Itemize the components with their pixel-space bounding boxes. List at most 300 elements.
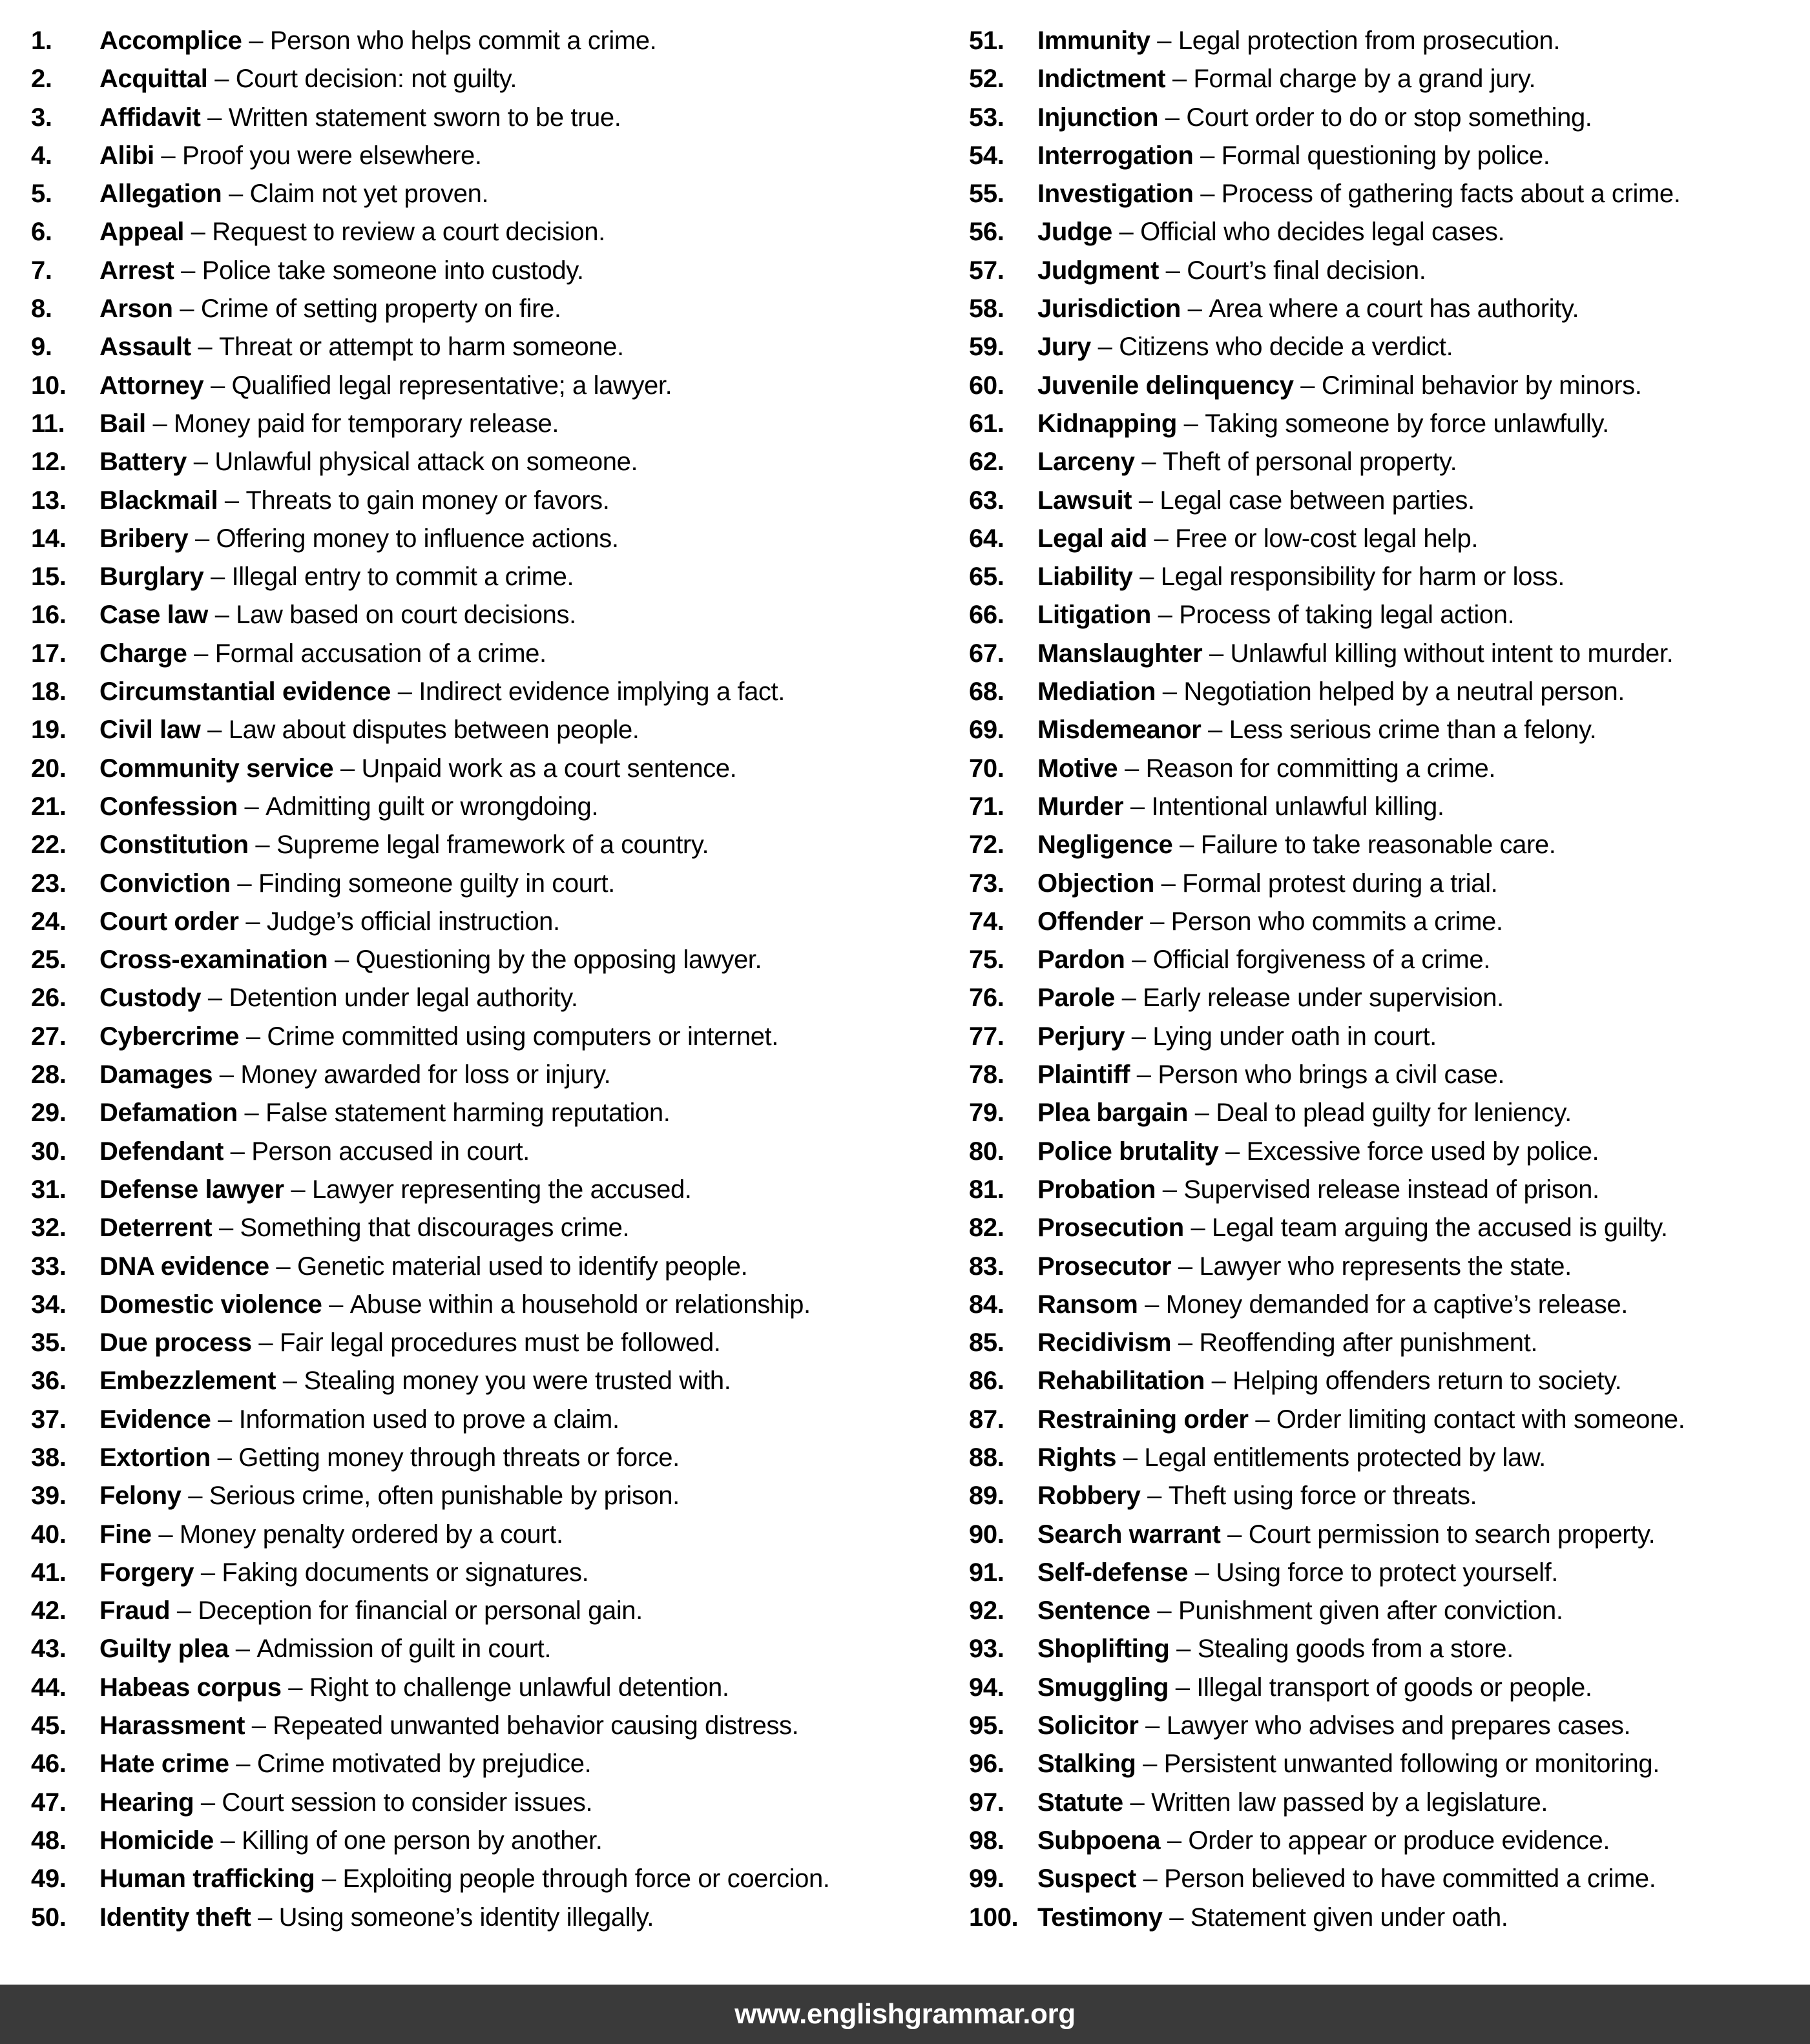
item-number: 87. — [969, 1405, 1004, 1434]
item-separator: – — [1171, 1328, 1200, 1358]
list-item — [969, 1784, 1810, 1822]
item-definition: Court decision: not guilty. — [235, 65, 517, 94]
item-number: 61. — [969, 409, 1004, 438]
item-number: 2. — [31, 65, 52, 94]
item-definition: Qualified legal representative; a lawyer. — [231, 371, 672, 400]
item-term: Harassment — [99, 1711, 245, 1740]
item-number: 72. — [969, 831, 1004, 860]
item-number: 53. — [969, 103, 1004, 132]
item-number: 55. — [969, 180, 1004, 209]
item-separator: – — [284, 1175, 312, 1204]
item-number: 28. — [31, 1060, 67, 1089]
item-separator: – — [390, 677, 419, 707]
item-definition: Detention under legal authority. — [229, 984, 578, 1013]
item-number: 67. — [969, 639, 1004, 668]
item-number: 93. — [969, 1635, 1004, 1664]
item-number: 49. — [31, 1864, 67, 1894]
item-number: 84. — [969, 1290, 1004, 1319]
item-definition: Deal to plead guilty for leniency. — [1216, 1099, 1572, 1128]
item-term: Guilty plea — [99, 1635, 229, 1664]
list-item — [969, 99, 1810, 137]
item-definition: Person who helps commit a crime. — [269, 26, 657, 55]
item-term: Self-defense — [1037, 1558, 1189, 1587]
list-item — [969, 1592, 1810, 1630]
item-separator: – — [1188, 1558, 1216, 1587]
item-definition: Crime of setting property on fire. — [200, 294, 561, 324]
item-number: 46. — [31, 1750, 67, 1779]
item-number: 91. — [969, 1558, 1004, 1587]
item-term: Court order — [99, 907, 239, 936]
item-number: 77. — [969, 1022, 1004, 1051]
item-term: Extortion — [99, 1443, 211, 1472]
item-term: Stalking — [1037, 1750, 1136, 1779]
list-item — [969, 558, 1810, 596]
item-term: Pardon — [1037, 945, 1125, 975]
item-number: 70. — [969, 754, 1004, 783]
item-term: Arson — [99, 294, 173, 324]
item-definition: Fair legal procedures must be followed. — [279, 1328, 721, 1358]
item-number: 78. — [969, 1060, 1004, 1089]
item-number: 48. — [31, 1826, 67, 1855]
item-number: 57. — [969, 256, 1004, 285]
item-number: 40. — [31, 1520, 67, 1549]
list-item — [31, 1133, 969, 1171]
list-item — [31, 482, 969, 520]
list-item — [31, 1286, 969, 1324]
item-definition: Crime motivated by prejudice. — [256, 1750, 592, 1779]
item-definition: Money demanded for a captive’s release. — [1165, 1290, 1628, 1319]
item-separator: – — [1201, 716, 1229, 745]
footer-bar — [0, 1985, 1810, 2044]
item-number: 31. — [31, 1175, 67, 1204]
list-item — [31, 175, 969, 213]
item-number: 6. — [31, 218, 52, 247]
item-number: 4. — [31, 141, 52, 170]
item-term: Allegation — [99, 180, 222, 209]
two-column-list — [31, 22, 1810, 1937]
item-term: Offender — [1037, 907, 1143, 936]
item-definition: Official who decides legal cases. — [1140, 218, 1505, 247]
item-definition: Right to challenge unlawful detention. — [309, 1673, 729, 1702]
list-item — [969, 1669, 1810, 1707]
item-number: 60. — [969, 371, 1004, 400]
item-term: Attorney — [99, 371, 204, 400]
item-number: 50. — [31, 1903, 67, 1932]
item-separator: – — [194, 1558, 222, 1587]
item-separator: – — [210, 1443, 239, 1472]
item-term: Cybercrime — [99, 1022, 240, 1051]
item-term: Shoplifting — [1037, 1635, 1170, 1664]
list-item — [969, 635, 1810, 673]
list-item — [969, 252, 1810, 290]
list-item — [31, 903, 969, 941]
item-term: Conviction — [99, 869, 231, 898]
item-number: 22. — [31, 831, 67, 860]
item-definition: Law about disputes between people. — [228, 716, 640, 745]
item-definition: Faking documents or signatures. — [222, 1558, 589, 1587]
item-separator: – — [154, 141, 182, 170]
list-item — [31, 1209, 969, 1247]
item-term: Defendant — [99, 1137, 224, 1166]
list-item — [969, 826, 1810, 864]
item-term: Search warrant — [1037, 1520, 1221, 1549]
item-number: 45. — [31, 1711, 67, 1740]
item-number: 29. — [31, 1099, 67, 1128]
item-separator: – — [170, 1596, 198, 1626]
item-term: Custody — [99, 984, 202, 1013]
item-separator: – — [213, 1060, 241, 1089]
item-separator: – — [1136, 1750, 1164, 1779]
item-number: 95. — [969, 1711, 1004, 1740]
item-definition: Claim not yet proven. — [249, 180, 489, 209]
item-term: Rights — [1037, 1443, 1117, 1472]
item-number: 13. — [31, 486, 67, 515]
item-term: Immunity — [1037, 26, 1150, 55]
item-definition: Using force to protect yourself. — [1216, 1558, 1559, 1587]
list-item — [969, 750, 1810, 788]
item-number: 11. — [31, 409, 65, 438]
item-definition: Early release under supervision. — [1143, 984, 1504, 1013]
item-separator: – — [1171, 1252, 1200, 1281]
item-number: 36. — [31, 1367, 67, 1396]
item-separator: – — [1138, 1290, 1166, 1319]
item-definition: Money awarded for loss or injury. — [240, 1060, 611, 1089]
item-separator: – — [212, 1213, 240, 1243]
item-term: Recidivism — [1037, 1328, 1172, 1358]
item-separator: – — [174, 256, 202, 285]
item-definition: Person accused in court. — [251, 1137, 530, 1166]
list-item — [969, 1745, 1810, 1783]
item-term: Injunction — [1037, 103, 1159, 132]
item-separator: – — [187, 448, 215, 477]
item-term: Case law — [99, 601, 209, 630]
list-item — [969, 1094, 1810, 1132]
item-definition: Repeated unwanted behavior causing distress. — [273, 1711, 799, 1740]
item-separator: – — [1118, 754, 1146, 783]
item-number: 38. — [31, 1443, 67, 1472]
item-separator: – — [230, 869, 258, 898]
item-separator: – — [1130, 1060, 1158, 1089]
item-term: Charge — [99, 639, 187, 668]
item-number: 75. — [969, 945, 1004, 975]
item-term: Parole — [1037, 984, 1115, 1013]
item-number: 42. — [31, 1596, 67, 1626]
item-definition: Questioning by the opposing lawyer. — [355, 945, 762, 975]
list-item — [969, 367, 1810, 405]
list-item — [969, 1630, 1810, 1668]
item-separator: – — [1176, 409, 1205, 438]
item-separator: – — [1150, 26, 1178, 55]
item-definition: Money penalty ordered by a court. — [179, 1520, 563, 1549]
item-number: 43. — [31, 1635, 67, 1664]
item-term: Jurisdiction — [1037, 294, 1181, 324]
item-definition: Area where a court has authority. — [1209, 294, 1579, 324]
list-item — [969, 1516, 1810, 1554]
list-item — [31, 1439, 969, 1477]
item-definition: Theft using force or threats. — [1168, 1481, 1477, 1511]
item-definition: Negotiation helped by a neutral person. — [1183, 677, 1625, 707]
item-separator: – — [1204, 1367, 1233, 1396]
item-definition: Person who commits a crime. — [1170, 907, 1503, 936]
item-definition: Court permission to search property. — [1248, 1520, 1656, 1549]
item-term: Prosecutor — [1037, 1252, 1172, 1281]
item-definition: Judge’s official instruction. — [266, 907, 560, 936]
item-separator: – — [269, 1252, 297, 1281]
item-number: 24. — [31, 907, 67, 936]
item-number: 16. — [31, 601, 67, 630]
item-number: 30. — [31, 1137, 67, 1166]
item-separator: – — [1136, 1864, 1165, 1894]
item-term: Battery — [99, 448, 187, 477]
item-definition: Unlawful physical attack on someone. — [214, 448, 638, 477]
item-number: 73. — [969, 869, 1004, 898]
item-definition: Legal responsibility for harm or loss. — [1160, 563, 1565, 592]
item-separator: – — [213, 1826, 242, 1855]
item-separator: – — [1193, 141, 1222, 170]
item-term: Prosecution — [1037, 1213, 1184, 1243]
item-term: Investigation — [1037, 180, 1194, 209]
item-separator: – — [191, 333, 219, 362]
item-separator: – — [218, 486, 246, 515]
item-term: Kidnapping — [1037, 409, 1177, 438]
item-number: 34. — [31, 1290, 67, 1319]
item-term: Plaintiff — [1037, 1060, 1130, 1089]
item-separator: – — [1169, 1673, 1197, 1702]
item-term: Forgery — [99, 1558, 194, 1587]
list-item — [31, 1784, 969, 1822]
item-separator: – — [1165, 65, 1194, 94]
item-separator: – — [222, 180, 250, 209]
item-definition: Unpaid work as a court sentence. — [361, 754, 737, 783]
item-term: Bribery — [99, 524, 189, 553]
item-separator: – — [183, 218, 213, 247]
item-term: Bail — [99, 409, 146, 438]
item-separator: – — [1123, 792, 1152, 821]
item-definition: Court order to do or stop something. — [1186, 103, 1592, 132]
item-term: Alibi — [99, 141, 154, 170]
item-number: 39. — [31, 1481, 67, 1511]
item-term: Misdemeanor — [1037, 716, 1201, 745]
item-number: 1. — [31, 26, 52, 55]
item-term: Manslaughter — [1037, 639, 1203, 668]
list-item — [969, 1707, 1810, 1745]
list-item — [31, 60, 969, 98]
item-term: Constitution — [99, 831, 249, 860]
item-separator: – — [1183, 1213, 1212, 1243]
item-term: Human trafficking — [99, 1864, 315, 1894]
list-item — [31, 1899, 969, 1937]
item-separator: – — [1193, 180, 1222, 209]
list-item — [969, 1248, 1810, 1286]
item-number: 64. — [969, 524, 1004, 553]
list-item — [969, 1324, 1810, 1362]
item-separator: – — [203, 563, 232, 592]
item-definition: Admission of guilt in court. — [256, 1635, 552, 1664]
item-separator: – — [1134, 448, 1163, 477]
item-number: 69. — [969, 716, 1004, 745]
item-term: Fine — [99, 1520, 152, 1549]
item-separator: – — [245, 1711, 273, 1740]
list-item — [969, 903, 1810, 941]
item-separator: – — [251, 1903, 279, 1932]
list-item — [31, 558, 969, 596]
item-number: 10. — [31, 371, 67, 400]
item-separator: – — [1169, 1635, 1198, 1664]
list-item — [31, 865, 969, 903]
item-definition: Something that discourages crime. — [240, 1213, 630, 1243]
list-item — [31, 1018, 969, 1056]
item-number: 52. — [969, 65, 1004, 94]
item-term: Sentence — [1037, 1596, 1150, 1626]
item-term: Litigation — [1037, 601, 1151, 630]
list-item — [969, 941, 1810, 979]
list-column-left — [31, 22, 969, 1937]
item-number: 27. — [31, 1022, 67, 1051]
item-separator: – — [1156, 1175, 1184, 1204]
item-separator: – — [188, 524, 216, 553]
list-item — [969, 443, 1810, 481]
item-separator: – — [229, 1635, 257, 1664]
item-term: Accomplice — [99, 26, 242, 55]
list-item — [31, 213, 969, 251]
list-item — [969, 865, 1810, 903]
list-item — [31, 443, 969, 481]
item-number: 33. — [31, 1252, 67, 1281]
item-number: 74. — [969, 907, 1004, 936]
item-separator: – — [1154, 869, 1183, 898]
item-definition: Crime committed using computers or internet. — [267, 1022, 778, 1051]
item-term: Solicitor — [1037, 1711, 1139, 1740]
item-term: Cross-examination — [99, 945, 328, 975]
item-term: Police brutality — [1037, 1137, 1219, 1166]
list-item — [969, 1477, 1810, 1515]
item-definition: Finding someone guilty in court. — [258, 869, 615, 898]
item-term: Subpoena — [1037, 1826, 1161, 1855]
item-separator: – — [237, 1099, 266, 1128]
item-number: 5. — [31, 180, 52, 209]
item-term: Statute — [1037, 1788, 1123, 1817]
item-number: 17. — [31, 639, 67, 668]
item-term: Negligence — [1037, 831, 1173, 860]
item-separator: – — [229, 1750, 257, 1779]
item-number: 82. — [969, 1213, 1004, 1243]
item-separator: – — [201, 984, 229, 1013]
item-separator: – — [187, 639, 215, 668]
item-term: Burglary — [99, 563, 204, 592]
item-term: Probation — [1037, 1175, 1156, 1204]
item-term: Robbery — [1037, 1481, 1141, 1511]
item-separator: – — [1116, 1443, 1145, 1472]
list-item — [31, 328, 969, 366]
item-term: Larceny — [1037, 448, 1135, 477]
list-item — [969, 520, 1810, 558]
item-term: Affidavit — [99, 103, 201, 132]
item-number: 19. — [31, 716, 67, 745]
list-item — [31, 711, 969, 749]
item-term: Plea bargain — [1037, 1099, 1189, 1128]
item-definition: Statement given under oath. — [1190, 1903, 1508, 1932]
item-number: 80. — [969, 1137, 1004, 1166]
item-number: 89. — [969, 1481, 1004, 1511]
item-number: 65. — [969, 563, 1004, 592]
item-separator: – — [223, 1137, 252, 1166]
footer-url: www.englishgrammar.org — [734, 1998, 1076, 2030]
item-term: Appeal — [99, 218, 184, 247]
item-definition: Written law passed by a legislature. — [1151, 1788, 1548, 1817]
item-number: 99. — [969, 1864, 1004, 1894]
list-item — [31, 1516, 969, 1554]
item-term: Due process — [99, 1328, 252, 1358]
item-definition: Lawyer representing the accused. — [311, 1175, 692, 1204]
item-definition: Order to appear or produce evidence. — [1188, 1826, 1610, 1855]
item-definition: Legal case between parties. — [1160, 486, 1475, 515]
item-number: 32. — [31, 1213, 67, 1243]
list-item — [31, 635, 969, 673]
item-separator: – — [1114, 984, 1143, 1013]
item-separator: – — [1125, 1022, 1153, 1051]
item-separator: – — [1123, 1788, 1152, 1817]
item-separator: – — [248, 831, 276, 860]
item-term: Defense lawyer — [99, 1175, 284, 1204]
item-separator: – — [211, 1405, 239, 1434]
item-number: 71. — [969, 792, 1004, 821]
item-term: Civil law — [99, 716, 201, 745]
item-definition: Supreme legal framework of a country. — [276, 831, 709, 860]
item-term: Juvenile delinquency — [1037, 371, 1294, 400]
item-term: Blackmail — [99, 486, 218, 515]
list-item — [31, 1248, 969, 1286]
item-definition: Taking someone by force unlawfully. — [1205, 409, 1609, 438]
item-term: Homicide — [99, 1826, 214, 1855]
item-separator: – — [1150, 601, 1180, 630]
item-number: 35. — [31, 1328, 67, 1358]
item-definition: Process of gathering facts about a crime. — [1221, 180, 1681, 209]
item-term: Confession — [99, 792, 238, 821]
item-definition: Exploiting people through force or coercion. — [342, 1864, 830, 1894]
item-definition: Legal team arguing the accused is guilty. — [1212, 1213, 1668, 1243]
item-separator: – — [251, 1328, 280, 1358]
list-item — [969, 175, 1810, 213]
item-separator: – — [172, 294, 201, 324]
list-item — [31, 520, 969, 558]
item-definition: Abuse within a household or relationship. — [349, 1290, 811, 1319]
item-number: 54. — [969, 141, 1004, 170]
list-item — [31, 1745, 969, 1783]
list-item — [969, 1171, 1810, 1209]
item-definition: Legal entitlements protected by law. — [1144, 1443, 1546, 1472]
item-term: Suspect — [1037, 1864, 1136, 1894]
item-separator: – — [1172, 831, 1201, 860]
list-item — [31, 826, 969, 864]
item-definition: Proof you were elsewhere. — [182, 141, 482, 170]
item-term: Arrest — [99, 256, 174, 285]
item-number: 90. — [969, 1520, 1004, 1549]
item-separator: – — [315, 1864, 343, 1894]
item-definition: Formal charge by a grand jury. — [1193, 65, 1536, 94]
item-separator: – — [200, 103, 229, 132]
item-number: 79. — [969, 1099, 1004, 1128]
item-term: Mediation — [1037, 677, 1156, 707]
item-definition: Court’s final decision. — [1187, 256, 1426, 285]
list-item — [31, 596, 969, 634]
item-definition: Stealing goods from a store. — [1197, 1635, 1514, 1664]
list-item — [31, 750, 969, 788]
list-item — [31, 405, 969, 443]
item-definition: Formal questioning by police. — [1221, 141, 1550, 170]
list-item — [969, 137, 1810, 175]
list-item — [969, 673, 1810, 711]
item-separator: – — [1132, 563, 1161, 592]
